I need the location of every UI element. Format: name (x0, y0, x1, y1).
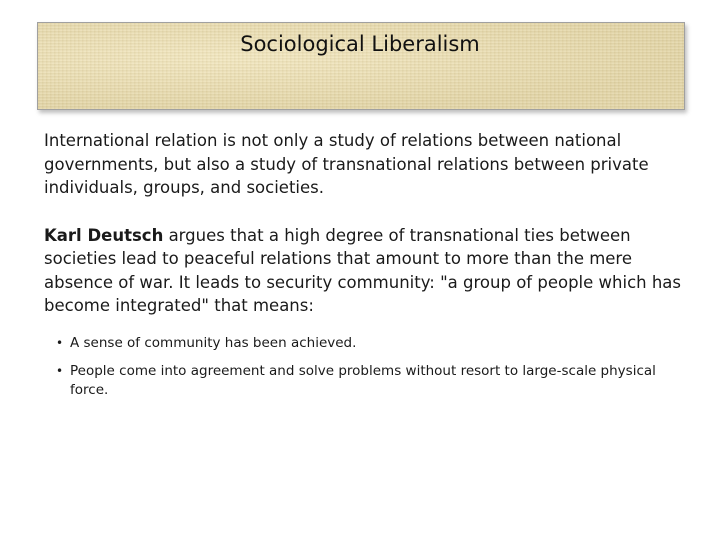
bullet-item (44, 362, 684, 400)
bullet-marker: • (56, 363, 64, 378)
bullet-marker: • (56, 335, 64, 350)
slide-title: Sociological Liberalism (240, 32, 480, 56)
bullet-text: People come into agreement and solve problems without resort to large-scale physical force. (70, 362, 656, 398)
slide-body (44, 129, 684, 409)
paragraph-intro: International relation is not only a study of relations between national governments, but also a study of transnational relations between private individuals, groups, and societies. (44, 131, 649, 197)
bullet-text: A sense of community has been achieved. (70, 334, 357, 351)
paragraph-deutsch-text: argues that a high degree of transnational ties between societies lead to peaceful relations that amount to more than the mere absence of war. It leads to security community: "a group of people which has become integrated" that means: (44, 225, 682, 315)
bullet-item (44, 334, 684, 353)
paragraph-deutsch (44, 224, 684, 318)
author-name: Karl Deutsch (44, 225, 164, 245)
bullet-list (44, 334, 684, 400)
